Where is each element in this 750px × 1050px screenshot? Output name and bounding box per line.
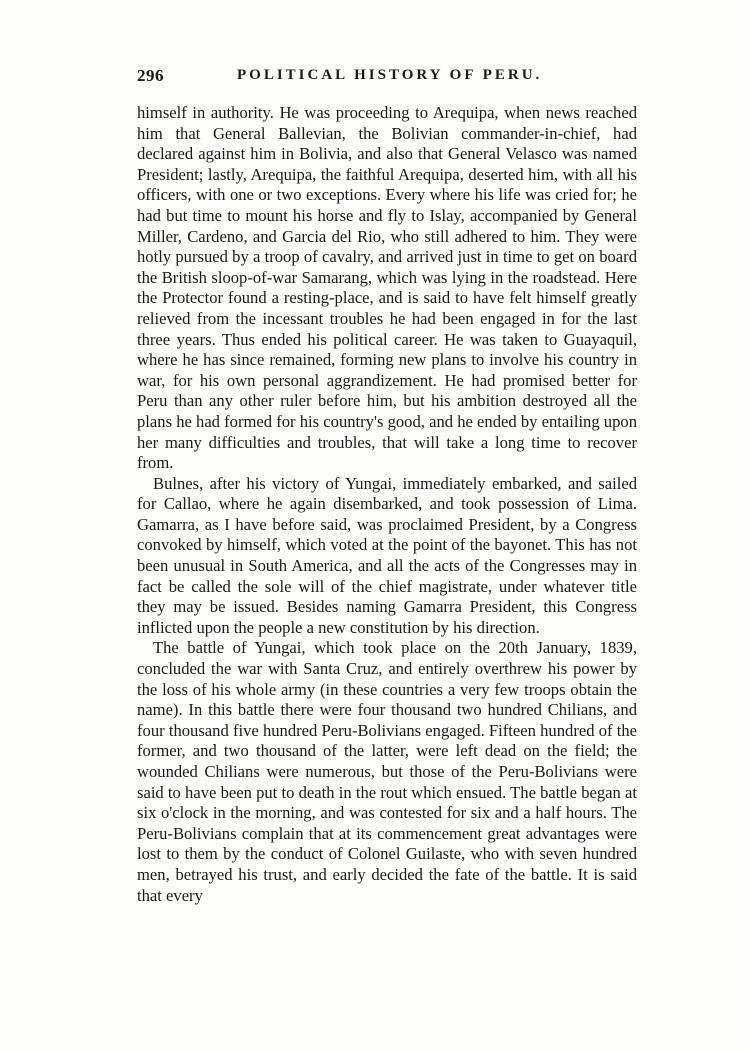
page-number: 296 — [137, 66, 164, 85]
paragraph-continuation: himself in authority. He was proceeding to Arequipa, when news reached him that General Ballevian, the Bolivian commander-in-chief, had declared against him in Bolivia, and also that General Velasco was named President; lastly, Arequipa, the faithful Arequipa, deserted him, with all his officers, with one or two exceptions. Every where his life was cried for; he had but time to mount his horse and fly to Islay, accompanied by General Miller, Cardeno, and Garcia del Rio, who still adhered to him. They were hotly pursued by a troop of cavalry, and arrived just in time to get on board the British sloop-of-war Samarang, which was lying in the roadstead. Here the Protector found a resting-place, and is said to have felt himself greatly relieved from the incessant troubles he had been engaged in for the last three years. Thus ended his political career. He was taken to Guayaquil, where he has since remained, forming new plans to involve his country in war, for his own personal aggrandizement. He had promised better for Peru than any other ruler before him, but his ambition destroyed all the plans he had formed for his country's good, and he ended by entailing upon her many difficulties and troubles, that will take a long time to recover from. — [137, 103, 637, 473]
body-text — [137, 103, 637, 906]
running-head — [137, 66, 637, 90]
paragraph-battle-of-yungai: The battle of Yungai, which took place on the 20th January, 1839, concluded the war with Santa Cruz, and entirely overthrew his power by the loss of his whole army (in these countries a very few troops obtain the name). In this battle there were four thousand two hundred Chilians, and four thousand five hundred Peru-Bolivians engaged. Fifteen hundred of the former, and two thousand of the latter, were left dead on the field; the wounded Chilians were numerous, but those of the Peru-Bolivians were said to have been put to death in the rout which ensued. The battle began at six o'clock in the morning, and was contested for six and a half hours. The Peru-Bolivians complain that at its commencement great advantages were lost to them by the conduct of Colonel Guilaste, who with seven hundred men, betrayed his trust, and early decided the fate of the battle. It is said that every — [137, 638, 637, 905]
running-title: POLITICAL HISTORY OF PERU. — [237, 67, 543, 83]
paragraph-bulnes: Bulnes, after his victory of Yungai, immediately embarked, and sailed for Callao, where he again disembarked, and took possession of Lima. Gamarra, as I have before said, was proclaimed President, by a Congress convoked by himself, which voted at the point of the bayonet. This has not been unusual in South America, and all the acts of the Congresses may in fact be called the sole will of the chief magistrate, under whatever title they may be issued. Besides naming Gamarra President, this Congress inflicted upon the people a new constitution by his direction. — [137, 473, 637, 637]
